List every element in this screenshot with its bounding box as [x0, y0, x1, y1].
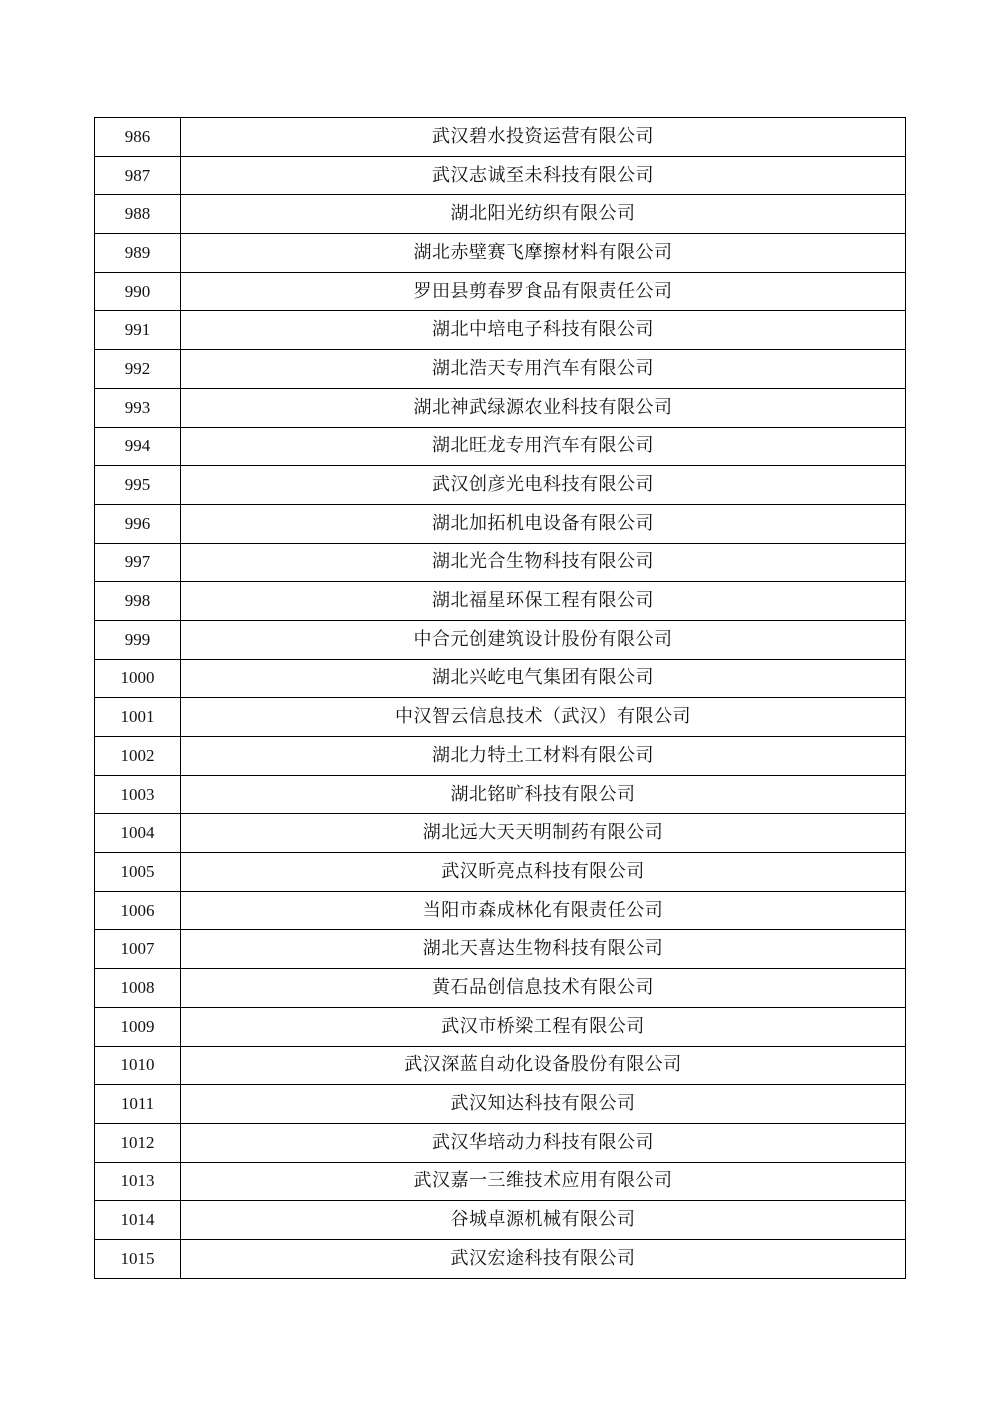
- table-row: [95, 118, 906, 157]
- table-row: [95, 350, 906, 389]
- company-name-cell: 黄石品创信息技术有限公司: [181, 969, 906, 1008]
- company-name-cell: 湖北天喜达生物科技有限公司: [181, 930, 906, 969]
- table-row: [95, 1201, 906, 1240]
- row-number-cell: 1014: [95, 1201, 181, 1240]
- table-row: [95, 1085, 906, 1124]
- table-row: [95, 1162, 906, 1201]
- row-number-cell: 1005: [95, 853, 181, 892]
- company-name-cell: 武汉宏途科技有限公司: [181, 1239, 906, 1278]
- row-number-cell: 1006: [95, 891, 181, 930]
- row-number-cell: 1012: [95, 1123, 181, 1162]
- table-row: [95, 234, 906, 273]
- row-number-cell: 1001: [95, 698, 181, 737]
- row-number-cell: 992: [95, 350, 181, 389]
- row-number-cell: 995: [95, 466, 181, 505]
- table-row: [95, 1239, 906, 1278]
- row-number-cell: 986: [95, 118, 181, 157]
- company-list-table-container: [94, 117, 905, 1279]
- table-row: [95, 195, 906, 234]
- row-number-cell: 1003: [95, 775, 181, 814]
- company-name-cell: 湖北浩天专用汽车有限公司: [181, 350, 906, 389]
- row-number-cell: 1007: [95, 930, 181, 969]
- table-row: [95, 814, 906, 853]
- company-name-cell: 湖北加拓机电设备有限公司: [181, 504, 906, 543]
- company-name-cell: 武汉深蓝自动化设备股份有限公司: [181, 1046, 906, 1085]
- company-name-cell: 武汉市桥梁工程有限公司: [181, 1007, 906, 1046]
- row-number-cell: 1004: [95, 814, 181, 853]
- company-name-cell: 武汉创彦光电科技有限公司: [181, 466, 906, 505]
- table-row: [95, 775, 906, 814]
- row-number-cell: 988: [95, 195, 181, 234]
- row-number-cell: 1011: [95, 1085, 181, 1124]
- row-number-cell: 1015: [95, 1239, 181, 1278]
- company-name-cell: 中汉智云信息技术（武汉）有限公司: [181, 698, 906, 737]
- company-name-cell: 罗田县剪春罗食品有限责任公司: [181, 272, 906, 311]
- row-number-cell: 987: [95, 156, 181, 195]
- company-name-cell: 武汉昕亮点科技有限公司: [181, 853, 906, 892]
- row-number-cell: 994: [95, 427, 181, 466]
- table-row: [95, 853, 906, 892]
- company-list-table: [94, 117, 906, 1279]
- company-name-cell: 武汉志诚至未科技有限公司: [181, 156, 906, 195]
- row-number-cell: 999: [95, 620, 181, 659]
- row-number-cell: 996: [95, 504, 181, 543]
- company-name-cell: 武汉华培动力科技有限公司: [181, 1123, 906, 1162]
- row-number-cell: 1008: [95, 969, 181, 1008]
- table-body: [95, 118, 906, 1279]
- table-row: [95, 466, 906, 505]
- company-name-cell: 当阳市森成林化有限责任公司: [181, 891, 906, 930]
- row-number-cell: 991: [95, 311, 181, 350]
- table-row: [95, 698, 906, 737]
- table-row: [95, 388, 906, 427]
- row-number-cell: 1000: [95, 659, 181, 698]
- company-name-cell: 湖北旺龙专用汽车有限公司: [181, 427, 906, 466]
- company-name-cell: 湖北远大天天明制药有限公司: [181, 814, 906, 853]
- company-name-cell: 中合元创建筑设计股份有限公司: [181, 620, 906, 659]
- table-row: [95, 156, 906, 195]
- row-number-cell: 989: [95, 234, 181, 273]
- company-name-cell: 湖北光合生物科技有限公司: [181, 543, 906, 582]
- table-row: [95, 620, 906, 659]
- table-row: [95, 659, 906, 698]
- row-number-cell: 1002: [95, 737, 181, 776]
- table-row: [95, 1123, 906, 1162]
- company-name-cell: 湖北力特土工材料有限公司: [181, 737, 906, 776]
- company-name-cell: 湖北铭旷科技有限公司: [181, 775, 906, 814]
- row-number-cell: 1010: [95, 1046, 181, 1085]
- company-name-cell: 湖北赤壁赛飞摩擦材料有限公司: [181, 234, 906, 273]
- row-number-cell: 1009: [95, 1007, 181, 1046]
- row-number-cell: 998: [95, 582, 181, 621]
- table-row: [95, 1046, 906, 1085]
- table-row: [95, 427, 906, 466]
- company-name-cell: 武汉嘉一三维技术应用有限公司: [181, 1162, 906, 1201]
- company-name-cell: 湖北兴屹电气集团有限公司: [181, 659, 906, 698]
- row-number-cell: 990: [95, 272, 181, 311]
- table-row: [95, 737, 906, 776]
- company-name-cell: 武汉碧水投资运营有限公司: [181, 118, 906, 157]
- table-row: [95, 969, 906, 1008]
- row-number-cell: 1013: [95, 1162, 181, 1201]
- table-row: [95, 891, 906, 930]
- company-name-cell: 湖北神武绿源农业科技有限公司: [181, 388, 906, 427]
- company-name-cell: 武汉知达科技有限公司: [181, 1085, 906, 1124]
- company-name-cell: 湖北中培电子科技有限公司: [181, 311, 906, 350]
- company-name-cell: 湖北福星环保工程有限公司: [181, 582, 906, 621]
- company-name-cell: 谷城卓源机械有限公司: [181, 1201, 906, 1240]
- row-number-cell: 997: [95, 543, 181, 582]
- table-row: [95, 582, 906, 621]
- table-row: [95, 272, 906, 311]
- table-row: [95, 311, 906, 350]
- table-row: [95, 543, 906, 582]
- table-row: [95, 504, 906, 543]
- company-name-cell: 湖北阳光纺织有限公司: [181, 195, 906, 234]
- table-row: [95, 1007, 906, 1046]
- row-number-cell: 993: [95, 388, 181, 427]
- table-row: [95, 930, 906, 969]
